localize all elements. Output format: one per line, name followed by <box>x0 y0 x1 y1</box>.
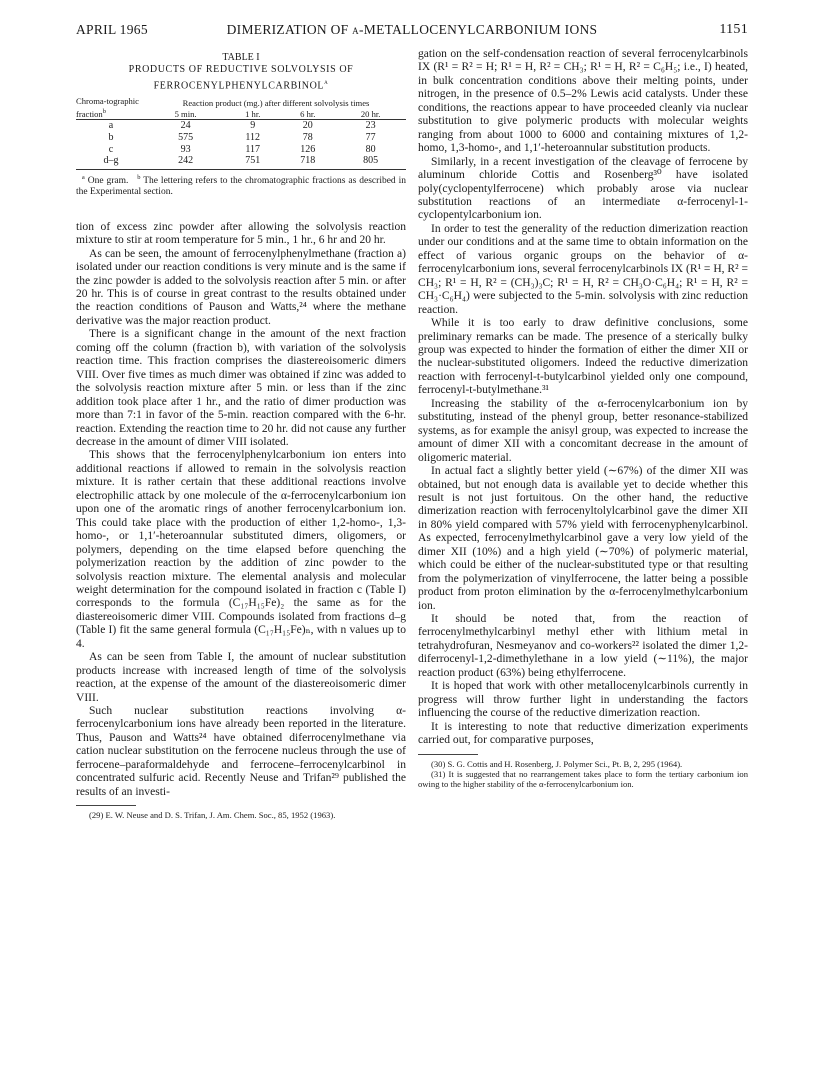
value-cell: 9 <box>250 120 256 132</box>
table-i <box>76 52 406 199</box>
value-cell: 751 <box>245 155 261 167</box>
table-caption <box>76 64 406 92</box>
table-products <box>76 97 406 169</box>
col-group-header: Reaction product (mg.) after different solvolysis times <box>182 97 370 108</box>
right-paragraph-9: It is interesting to note that reductive dimerization experiments carried out, for comparative purposes, <box>418 720 748 747</box>
value-cell: 242 <box>178 155 194 167</box>
table-row <box>76 132 406 144</box>
table-caption-line2: FERROCENYLPHENYLCARBINOL <box>153 80 325 92</box>
table-label: TABLE I <box>222 52 260 63</box>
value-cell: 77 <box>365 131 376 143</box>
value-cell: 117 <box>245 143 261 155</box>
value-cell: 80 <box>365 143 376 155</box>
fraction-cell: b <box>108 131 114 143</box>
right-paragraph-1: gation on the self-condensation reaction of several ferrocenylcarbinols IX (R¹ = R² = H; R¹ = H, R² = CH₃; R¹ = H, R² = C₆H₅; i.e., I) heated, in bulk concentration conditions above their melting points, under nitrogen, in the presence of 0.5–2% Lewis acid catalysts. Under these conditions, the reactions appear to have proceeded cleanly via nuclear substitution to give polymeric products with molecular weights ranging from about 1000 to 6000 and containing mixtures of 1,2-homo, 1,3-homo-, and 1,1′-heteroannular substitution products. <box>418 48 748 155</box>
right-column <box>418 48 748 789</box>
fraction-cell: d–g <box>103 155 119 167</box>
value-cell: 575 <box>178 131 194 143</box>
footnote-31: (31) It is suggested that no rearrangement takes place to form the tertiary carbonium ion owing to the higher stability of the α-ferrocenylcarbonium ion. <box>418 768 748 789</box>
table-row <box>76 144 406 156</box>
table-body <box>76 120 406 169</box>
left-column <box>76 52 406 820</box>
table-footnote-b-mark: b <box>137 173 141 181</box>
page-number: 1151 <box>719 22 748 37</box>
col-header-fraction-mark: b <box>102 107 106 115</box>
header-title: DIMERIZATION OF α-METALLOCENYLCARBONIUM IONS <box>226 22 598 37</box>
right-paragraph-3: In order to test the generality of the reduction dimerization reaction under our conditions and at the same time to obtain information on the effect of various organic groups on the behavior of α-ferrocenylcarbonium ions, several ferrocenylcarbinols IX (R¹ = H, R² = CH₃; R¹ = H, R² = (CH₃)₃C; R¹ = H, R² = CH₃O·C₆H₄; R¹ = H, R² = CH₃·C₆H₄) were subjected to the 5-min. solvolysis with zinc reduction reaction. <box>418 222 748 316</box>
left-paragraph-3: There is a significant change in the amount of the next fraction coming off the column (fraction b), with variation of the solvolysis reaction time. This fraction comprises the diastereoisomeric dimers VIII. Over five times as much dimer was obtained if zinc was added to the solvolysis reaction mixture after 5 min. or less than if the zinc addition took place after 1 hr., and the ratio of dimer production was more than 7:1 in favor of the 5-min. reaction compared with the 6-hr. reaction. Extending the reaction time to 20 hr. did not cause any further decrease in the amount of dimer VIII isolated. <box>76 328 406 448</box>
col-header-fraction <box>76 97 146 120</box>
value-cell: 24 <box>180 120 191 132</box>
table-caption-mark: a <box>324 78 329 86</box>
col-header-time: 5 min. <box>174 108 197 119</box>
table-bottom-rule <box>76 167 406 170</box>
left-paragraph-6: Such nuclear substitution reactions involving α-ferrocenylcarbonium ions have already been reported in the literature. Thus, Pauson and Watts²⁴ have obtained diferrocenylmethane via cation nuclear substitution on the ferrocene nucleus through the use of ferrocene–paraformaldehyde and ferrocene–ferrocenylcarbinol in concentrated sulfuric acid. Recently Neuse and Trifan²⁹ published the results of an investi- <box>76 705 406 798</box>
table-row <box>76 155 406 167</box>
right-paragraph-4: While it is too early to draw definitive conclusions, some preliminary remarks can be made. The presence of a sterically bulky group was expected to hinder the formation of either the dimer XII or the nuclear-substituted oligomers. Indeed the reductive dimerization reaction with ferrocenyl-t-butylcarbinol yielded only one compound, ferrocenyl-t-butylmethane.³¹ <box>418 317 748 397</box>
footnote-rule-right <box>418 754 478 755</box>
table-bottom-rule-cell <box>76 167 406 170</box>
left-paragraph-5: As can be seen from Table I, the amount of nuclear substitution products increase with increased length of time of the solvolysis reaction, at the expense of the amount of the diastereoisomeric dimer VIII. <box>76 651 406 704</box>
value-cell: 112 <box>245 131 261 143</box>
value-cell: 718 <box>300 155 316 167</box>
table-footnotes <box>76 172 406 199</box>
footnote-29: (29) E. W. Neuse and D. S. Trifan, J. Am. Chem. Soc., 85, 1952 (1963). <box>89 810 336 821</box>
value-cell: 805 <box>363 155 379 167</box>
left-paragraph-4: This shows that the ferrocenylphenylcarbonium ion enters into additional reactions if allowed to remain in the solvolysis reaction mixture. It is rather certain that these additional reactions involve electrophilic attack by one molecule of the α-ferrocenylcarbonium ion upon one of the aromatic rings of another ferrocenylcarbonium ion. This could take place with the production of either 1,2-homo-, 1,3-homo-, or 1,1′-heteroannular substituted dimers, oligomers, or polymers, depending on the time elapsed before quenching the polymerization reaction by the addition of zinc powder to the solvolysis reaction mixture. The elemental analysis and molecular weight determination for the compound isolated in fraction c (Table I) corresponds to the formula (C₁₇H₁₅Fe)₂ the same as for the diastereoisomeric dimer VIII. Compounds isolated from fractions d–g (Table I) fit the same general formula (C₁₇H₁₅Fe)ₙ, with n values up to 4. <box>76 449 406 650</box>
col-header-time: 20 hr. <box>360 108 381 119</box>
table-footnote-a: One gram. <box>87 175 129 186</box>
fraction-cell: c <box>108 143 114 155</box>
footnote-rule-left <box>76 805 136 806</box>
running-header <box>76 22 748 42</box>
right-paragraph-7: It should be noted that, from the reaction of ferrocenylmethylcarbinyl methyl ether with lithium metal in tetrahydrofuran, Nesmeyanov and co-workers²² isolated the dimer 1,2-diferrocenyl-1,2-dimethylethane in a low yield (∼11%), the major reaction product (63%) being ethylferrocene. <box>418 613 748 679</box>
value-cell: 20 <box>302 120 313 132</box>
value-cell: 126 <box>300 143 316 155</box>
col-header-time: 1 hr. <box>245 108 261 119</box>
fraction-cell: a <box>108 120 114 132</box>
col-header-fraction-text: Chroma-tographic fraction <box>76 96 140 119</box>
table-footnote-a-mark: a <box>81 173 85 181</box>
footnote-30: (30) S. G. Cottis and H. Rosenberg, J. Polymer Sci., Pt. B, 2, 295 (1964). <box>431 758 683 769</box>
right-paragraph-5: Increasing the stability of the α-ferrocenylcarbonium ion by substituting, instead of the phenyl group, better resonance-stabilized systems, as for example the anisyl group, was expected to increase the amount of dimer XII with a concomitant decrease in the amount of oligomeric material. <box>418 397 748 464</box>
header-date: APRIL 1965 <box>76 22 148 37</box>
table-footnote-b: The lettering refers to the chromatographic fractions as described in the Experimental section. <box>76 175 406 198</box>
right-paragraph-6: In actual fact a slightly better yield (∼67%) of the dimer XII was obtained, but not enough data is available yet to decide whether this result is not just fortuitous. On the other hand, the reductive dimerization reaction with ferrocenyltolylcarbinol gave the dimer XII in 80% yield compared with 57% yield with ferrocenyphenylcarbinol. As expected, ferrocenylmethylcarbinol gave a very low yield of the dimer XII (10%) and a high yield (∼70%) of polymeric material, which could be either of the nuclear-substituted type or that resulting from the polymerization of vinylferrocene, the latter being a possible product from proton elimination by the α-ferrocenylmethylcarbonium ion. <box>418 465 748 612</box>
col-header-time: 6 hr. <box>300 108 316 119</box>
value-cell: 93 <box>180 143 191 155</box>
table-caption-line1: PRODUCTS OF REDUCTIVE SOLVOLYSIS OF <box>128 64 354 75</box>
right-paragraph-8: It is hoped that work with other metallocenylcarbinols currently in progress will throw further light in understanding the factors influencing the course of the reductive dimerization reaction. <box>418 680 748 720</box>
value-cell: 23 <box>365 120 376 132</box>
value-cell: 78 <box>302 131 313 143</box>
right-paragraph-2: Similarly, in a recent investigation of the cleavage of ferrocene by aluminum chloride Cottis and Rosenberg³⁰ have isolated poly(cyclopentylferrocene) which probably arose via nuclear substitution reactions of an intermediate α-ferrocenyl-1-cyclopentylcarbonium ion. <box>418 155 748 222</box>
left-paragraph-1: tion of excess zinc powder after allowing the solvolysis reaction mixture to stir at room temperature for 5 min., 1 hr., 6 hr and 20 hr. <box>76 220 406 247</box>
table-row <box>76 120 406 132</box>
left-paragraph-2: As can be seen, the amount of ferrocenylphenylmethane (fraction a) isolated under our reaction conditions is very minute and is the same if the zinc powder is added to the solvolysis reaction after 5 min. or after 20 hr. This is of course in great contrast to the results obtained under the reaction conditions of Pauson and Watts,²⁴ where the methane derivative was the major reaction product. <box>76 247 406 327</box>
